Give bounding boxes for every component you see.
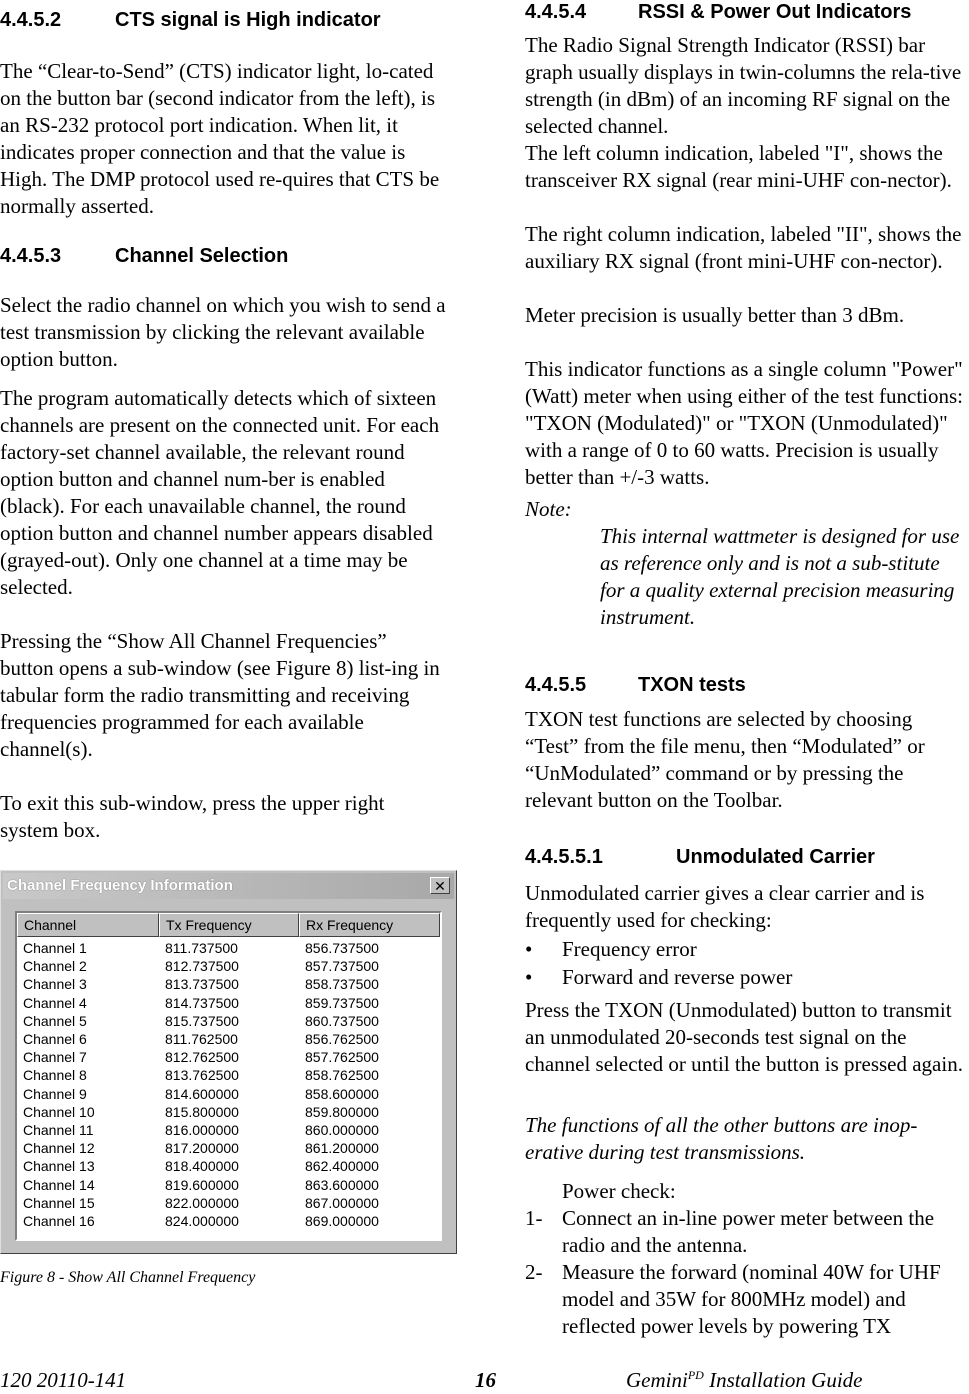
channel-select-paragraph-4: To exit this sub-window, press the upper right system box. (0, 791, 385, 842)
channel-cell: Channel 13 (23, 1158, 95, 1175)
rx-frequency-cell: 857.762500 (305, 1049, 379, 1066)
tx-frequency-cell: 822.000000 (165, 1194, 239, 1211)
column-header-channel[interactable]: Channel (17, 913, 159, 937)
rx-frequency-cell: 858.737500 (305, 976, 379, 993)
figure-caption: Figure 8 - Show All Channel Frequency (0, 1269, 256, 1286)
rssi-paragraph-2: The left column indication, labeled "I", shows the transceiver RX signal (rear mini-UHF con-nector). (525, 141, 952, 192)
rx-frequency-cell: 856.737500 (305, 940, 379, 956)
rx-frequency-cell: 859.800000 (305, 1103, 379, 1120)
cts-paragraph: The “Clear-to-Send” (CTS) indicator light, lo-cated on the button bar (second indicator from the left), is an RS-232 protocol port indication. When lit, it indicates proper connection and that the value is High. The DMP protocol used re-quires that CTS be normally asserted. (0, 59, 440, 218)
tx-frequency-cell: 818.400000 (165, 1158, 239, 1175)
step-item: 2- Measure the forward (nominal 40W for UHF model and 35W for 800MHz model) and reflected power levels by powering TX (525, 1260, 941, 1338)
table-row[interactable] (17, 1121, 440, 1139)
channel-cell: Channel 14 (23, 1176, 95, 1193)
rx-frequency-cell: 860.000000 (305, 1122, 379, 1138)
channel-cell: Channel 1 (23, 940, 87, 956)
tx-frequency-cell: 816.000000 (165, 1122, 239, 1138)
tx-frequency-cell: 811.762500 (165, 1031, 238, 1047)
table-row[interactable] (17, 1030, 440, 1048)
dialog-title: Channel Frequency Information (7, 877, 233, 894)
channel-cell: Channel 16 (23, 1213, 95, 1229)
channel-cell: Channel 5 (23, 1012, 87, 1029)
table-row[interactable] (17, 1139, 440, 1157)
rssi-paragraph-5: This indicator functions as a single column "Power" (Watt) meter when using either of the test functions: "TXON (Modulated)" or "TXON (Unmodulated)" with a range of 0 to 60 watts. Precision is usually better than +/-3 watts. (525, 357, 964, 489)
section-heading-unmodulated: 4.4.5.5.1 Unmodulated Carrier (525, 846, 875, 868)
rssi-paragraph-4: Meter precision is usually better than 3 dBm. (525, 303, 905, 327)
rx-frequency-cell: 869.000000 (305, 1213, 379, 1229)
note-label: Note: (525, 497, 572, 521)
channel-cell: Channel 6 (23, 1031, 87, 1047)
tx-frequency-cell: 824.000000 (165, 1213, 239, 1229)
channel-cell: Channel 7 (23, 1049, 87, 1066)
tx-frequency-cell: 817.200000 (165, 1140, 239, 1157)
tx-frequency-cell: 813.762500 (165, 1067, 239, 1084)
unmodulated-paragraph-2: Press the TXON (Unmodulated) button to transmit an unmodulated 20-seconds test signal on the channel selected or until the button is pressed again. (525, 998, 963, 1076)
doc-number: 120 20110-141 (0, 1368, 127, 1392)
rx-frequency-cell: 858.600000 (305, 1085, 379, 1102)
channel-cell: Channel 2 (23, 958, 87, 975)
table-row[interactable] (17, 1066, 440, 1084)
rx-frequency-cell: 862.400000 (305, 1158, 379, 1175)
rx-frequency-cell: 863.600000 (305, 1176, 379, 1193)
channel-cell: Channel 15 (23, 1194, 95, 1211)
table-row[interactable] (17, 1157, 440, 1175)
column-header-tx[interactable]: Tx Frequency (159, 913, 299, 937)
rx-frequency-cell: 857.737500 (305, 958, 379, 975)
rx-frequency-cell: 867.000000 (305, 1194, 379, 1211)
section-heading-cts: 4.4.5.2 CTS signal is High indicator (0, 9, 381, 31)
table-row[interactable] (17, 1048, 440, 1066)
table-row[interactable] (17, 1212, 440, 1230)
table-row[interactable] (17, 1103, 440, 1121)
tx-frequency-cell: 815.737500 (165, 1012, 239, 1029)
close-icon[interactable]: ✕ (430, 877, 450, 894)
unmodulated-paragraph-3: The functions of all the other buttons are inop-erative during test transmissions. (525, 1113, 918, 1164)
section-heading-channel-selection: 4.4.5.3 Channel Selection (0, 245, 289, 267)
frequency-list[interactable] (15, 911, 442, 1241)
tx-frequency-cell: 811.737500 (165, 940, 238, 956)
tx-frequency-cell: 813.737500 (165, 976, 239, 993)
tx-frequency-cell: 819.600000 (165, 1176, 239, 1193)
channel-cell: Channel 11 (23, 1122, 94, 1138)
channel-cell: Channel 8 (23, 1067, 87, 1084)
rx-frequency-cell: 858.762500 (305, 1067, 379, 1084)
power-check-label: Power check: (562, 1179, 676, 1203)
rssi-paragraph-1: The Radio Signal Strength Indicator (RSSI) bar graph usually displays in twin-columns the rela-tive strength (in dBm) of an incoming RF signal on the selected channel. (525, 33, 962, 138)
channel-cell: Channel 9 (23, 1085, 87, 1102)
unmodulated-paragraph-1: Unmodulated carrier gives a clear carrier and is frequently used for checking: (525, 881, 925, 932)
channel-frequency-dialog (0, 870, 457, 1254)
rx-frequency-cell: 861.200000 (305, 1140, 379, 1157)
tx-frequency-cell: 812.737500 (165, 958, 239, 975)
rx-frequency-cell: 860.737500 (305, 1012, 379, 1029)
table-row[interactable] (17, 957, 440, 975)
page-footer (0, 1367, 969, 1394)
guide-title: Gemini$^{PD}$ Installation Guide (626, 1368, 863, 1392)
rx-frequency-cell: 859.737500 (305, 994, 379, 1011)
section-heading-txon: 4.4.5.5 TXON tests (525, 674, 746, 696)
page-number: 16 (475, 1368, 496, 1392)
column-header-rx[interactable]: Rx Frequency (299, 913, 440, 937)
table-row[interactable] (17, 1194, 440, 1212)
channel-select-paragraph-3: Pressing the “Show All Channel Frequencies” button opens a sub-window (see Figure 8) list-ing in tabular form the radio transmitting and receiving frequencies programmed for each available channel(s). (0, 629, 440, 761)
bullet-item: • Frequency error (525, 936, 969, 963)
table-row[interactable] (17, 939, 440, 957)
section-heading-rssi: 4.4.5.4 RSSI & Power Out Indicators (525, 1, 912, 23)
channel-select-paragraph-2: The program automatically detects which of sixteen channels are present on the connected unit. For each factory-set channel available, the relevant round option button and channel num-ber is enabled (black). For each unavailable channel, the round option button and channel number appears disabled (grayed-out). Only one channel at a time may be selected. (0, 386, 440, 599)
channel-cell: Channel 12 (23, 1140, 95, 1157)
table-row[interactable] (17, 1012, 440, 1030)
note-text: This internal wattmeter is designed for use as reference only and is not a sub-stitute for a quality external precision measuring instrument. (600, 524, 960, 629)
tx-frequency-cell: 812.762500 (165, 1049, 239, 1066)
table-row[interactable] (17, 975, 440, 993)
channel-cell: Channel 3 (23, 976, 87, 993)
tx-frequency-cell: 814.600000 (165, 1085, 239, 1102)
step-item: 1- Connect an in-line power meter between the radio and the antenna. (525, 1206, 935, 1257)
table-row[interactable] (17, 1085, 440, 1103)
bullet-item: • Forward and reverse power (525, 964, 969, 991)
table-row[interactable] (17, 994, 440, 1012)
rssi-paragraph-3: The right column indication, labeled "II", shows the auxiliary RX signal (front mini-UHF con-nector). (525, 222, 962, 273)
tx-frequency-cell: 814.737500 (165, 994, 239, 1011)
table-row[interactable] (17, 1176, 440, 1194)
tx-frequency-cell: 815.800000 (165, 1103, 239, 1120)
rx-frequency-cell: 856.762500 (305, 1031, 379, 1047)
channel-cell: Channel 10 (23, 1103, 95, 1120)
txon-paragraph: TXON test functions are selected by choosing “Test” from the file menu, then “Modulated” or “UnModulated” command or by pressing the relevant button on the Toolbar. (525, 707, 925, 812)
channel-select-paragraph-1: Select the radio channel on which you wish to send a test transmission by clicking the relevant available option button. (0, 293, 446, 371)
dialog-titlebar (3, 873, 454, 899)
channel-cell: Channel 4 (23, 994, 87, 1011)
